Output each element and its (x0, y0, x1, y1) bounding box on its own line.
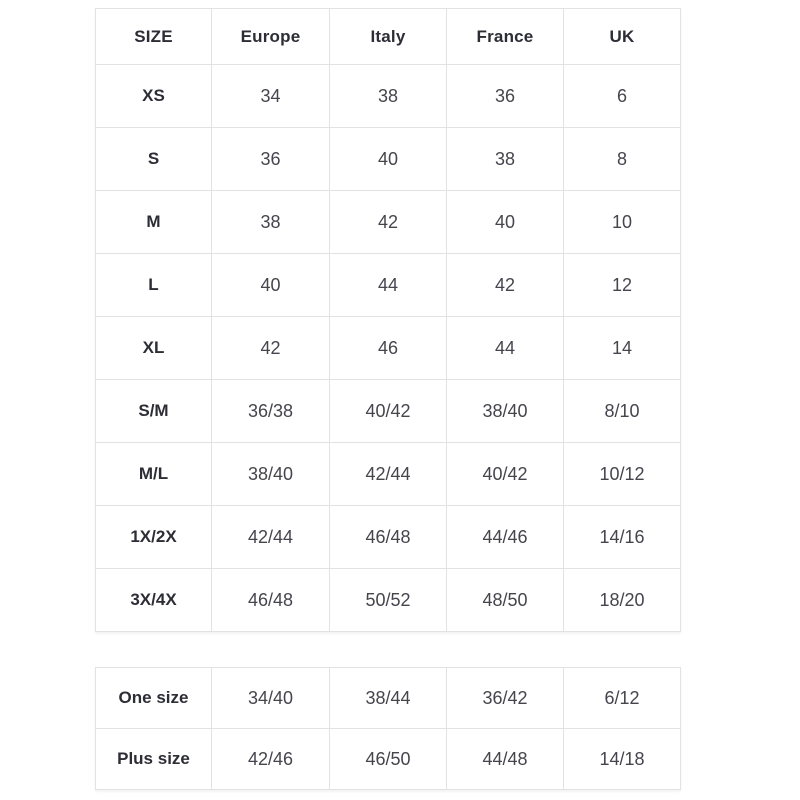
size-label-cell: S (96, 128, 212, 191)
france-value-cell: 38 (447, 128, 564, 191)
europe-value-cell: 36/38 (212, 380, 330, 443)
uk-value-cell: 14/18 (564, 729, 681, 790)
italy-value-cell: 42 (330, 191, 447, 254)
standard-size-table (95, 8, 681, 632)
uk-value-cell: 14 (564, 317, 681, 380)
column-header-italy: Italy (330, 9, 447, 65)
size-label-cell: One size (96, 668, 212, 729)
france-value-cell: 48/50 (447, 569, 564, 632)
table-row-1x-2x (96, 506, 681, 569)
size-label-cell: M/L (96, 443, 212, 506)
france-value-cell: 44/46 (447, 506, 564, 569)
europe-value-cell: 42/44 (212, 506, 330, 569)
italy-value-cell: 40/42 (330, 380, 447, 443)
column-header-size: SIZE (96, 9, 212, 65)
table-row-xl (96, 317, 681, 380)
uk-value-cell: 6/12 (564, 668, 681, 729)
uk-value-cell: 8 (564, 128, 681, 191)
italy-value-cell: 42/44 (330, 443, 447, 506)
italy-value-cell: 46/48 (330, 506, 447, 569)
italy-value-cell: 40 (330, 128, 447, 191)
france-value-cell: 40 (447, 191, 564, 254)
special-size-table (95, 667, 681, 790)
table-row-l (96, 254, 681, 317)
france-value-cell: 44/48 (447, 729, 564, 790)
size-label-cell: XL (96, 317, 212, 380)
table-row-m-l (96, 443, 681, 506)
size-label-cell: M (96, 191, 212, 254)
column-header-uk: UK (564, 9, 681, 65)
italy-value-cell: 50/52 (330, 569, 447, 632)
column-header-europe: Europe (212, 9, 330, 65)
italy-value-cell: 44 (330, 254, 447, 317)
france-value-cell: 38/40 (447, 380, 564, 443)
europe-value-cell: 34 (212, 65, 330, 128)
europe-value-cell: 46/48 (212, 569, 330, 632)
uk-value-cell: 14/16 (564, 506, 681, 569)
size-label-cell: S/M (96, 380, 212, 443)
table-row-s-m (96, 380, 681, 443)
table-row-3x-4x (96, 569, 681, 632)
europe-value-cell: 36 (212, 128, 330, 191)
europe-value-cell: 34/40 (212, 668, 330, 729)
france-value-cell: 36/42 (447, 668, 564, 729)
size-label-cell: L (96, 254, 212, 317)
uk-value-cell: 6 (564, 65, 681, 128)
table-header-row (96, 9, 681, 65)
europe-value-cell: 38/40 (212, 443, 330, 506)
uk-value-cell: 18/20 (564, 569, 681, 632)
france-value-cell: 44 (447, 317, 564, 380)
france-value-cell: 40/42 (447, 443, 564, 506)
uk-value-cell: 12 (564, 254, 681, 317)
size-label-cell: 3X/4X (96, 569, 212, 632)
table-row-s (96, 128, 681, 191)
france-value-cell: 36 (447, 65, 564, 128)
size-label-cell: XS (96, 65, 212, 128)
italy-value-cell: 46/50 (330, 729, 447, 790)
table-row-plus-size (96, 729, 681, 790)
europe-value-cell: 42 (212, 317, 330, 380)
france-value-cell: 42 (447, 254, 564, 317)
italy-value-cell: 38/44 (330, 668, 447, 729)
uk-value-cell: 10 (564, 191, 681, 254)
table-row-m (96, 191, 681, 254)
size-label-cell: 1X/2X (96, 506, 212, 569)
europe-value-cell: 42/46 (212, 729, 330, 790)
table-row-one-size (96, 668, 681, 729)
uk-value-cell: 10/12 (564, 443, 681, 506)
column-header-france: France (447, 9, 564, 65)
italy-value-cell: 38 (330, 65, 447, 128)
table-row-xs (96, 65, 681, 128)
size-label-cell: Plus size (96, 729, 212, 790)
uk-value-cell: 8/10 (564, 380, 681, 443)
italy-value-cell: 46 (330, 317, 447, 380)
europe-value-cell: 38 (212, 191, 330, 254)
europe-value-cell: 40 (212, 254, 330, 317)
